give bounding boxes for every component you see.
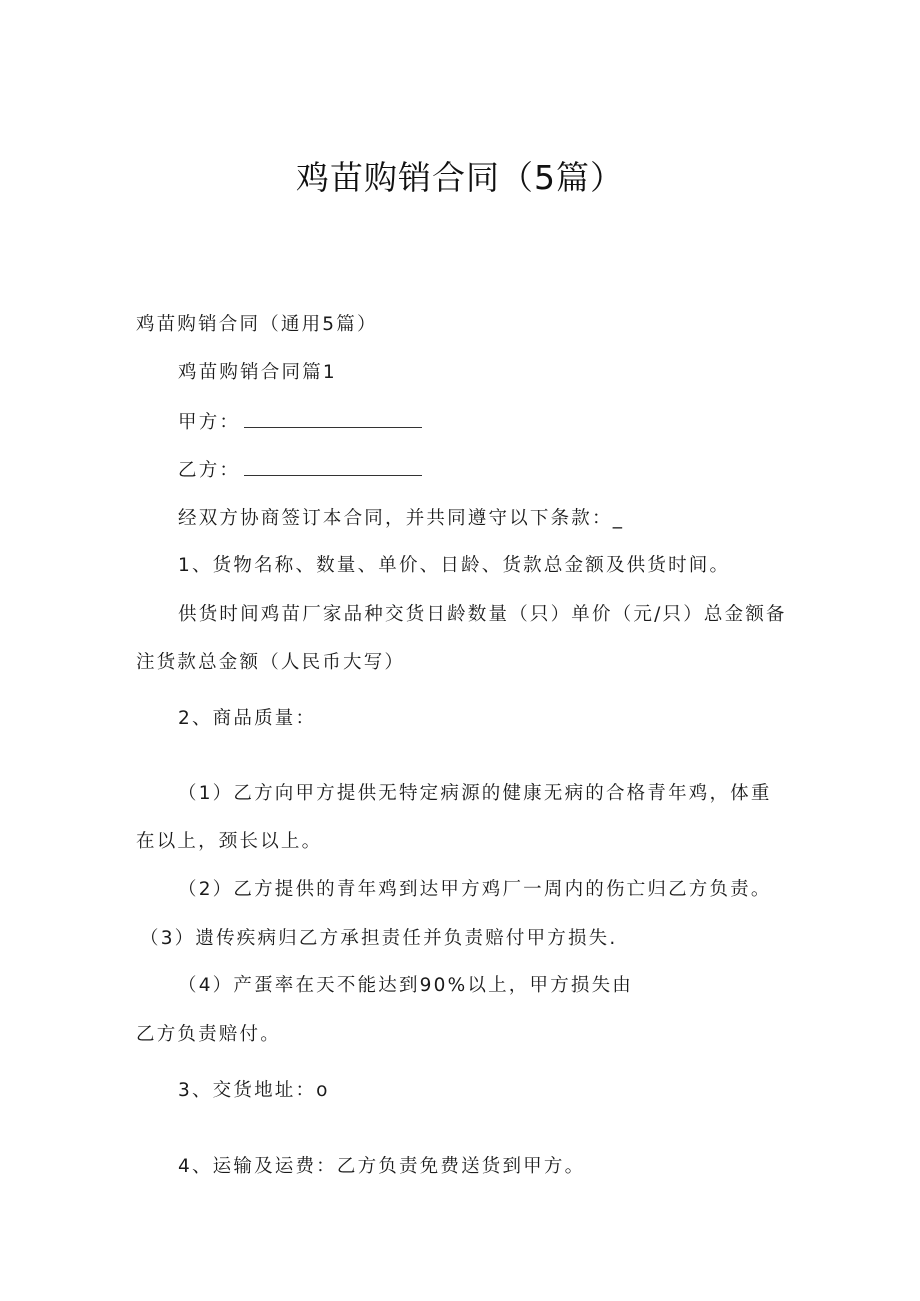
party-b-label: 乙方： bbox=[178, 460, 241, 481]
clause-4: 4、运输及运费：乙方负责免费送货到甲方。 bbox=[178, 1156, 586, 1177]
quality-item-2: （2）乙方提供的青年鸡到达甲方鸡厂一周内的伤亡归乙方负责。 bbox=[178, 879, 772, 900]
quality-item-4-line-2: 乙方负责赔付。 bbox=[136, 1024, 281, 1045]
table-header-line-1: 供货时间鸡苗厂家品种交货日龄数量（只）单价（元/只）总金额备 bbox=[178, 604, 787, 625]
quality-item-1-line-1: （1）乙方向甲方提供无特定病源的健康无病的合格青年鸡，体重 bbox=[178, 783, 772, 804]
quality-item-3: （3）遗传疾病归乙方承担责任并负责赔付甲方损失. bbox=[140, 928, 618, 949]
party-a-line bbox=[178, 408, 422, 434]
document-subtitle: 鸡苗购销合同（通用5篇） bbox=[136, 314, 378, 335]
table-header-line-2: 注货款总金额（人民币大写） bbox=[136, 652, 406, 673]
document-title: 鸡苗购销合同（5篇） bbox=[296, 158, 624, 197]
clause-3: 3、交货地址：o bbox=[178, 1080, 330, 1101]
intro-paragraph: 经双方协商签订本合同，并共同遵守以下条款：_ bbox=[178, 508, 625, 529]
party-b-line bbox=[178, 456, 422, 482]
section-heading: 鸡苗购销合同篇1 bbox=[178, 362, 337, 383]
party-a-blank bbox=[244, 409, 422, 428]
clause-1: 1、货物名称、数量、单价、日龄、货款总金额及供货时间。 bbox=[178, 555, 731, 576]
party-b-blank bbox=[244, 457, 422, 476]
quality-item-4-line-1: （4）产蛋率在天不能达到90%以上，甲方损失由 bbox=[178, 975, 633, 996]
quality-item-1-line-2: 在以上，颈长以上。 bbox=[136, 831, 323, 852]
party-a-label: 甲方： bbox=[178, 412, 241, 433]
clause-2: 2、商品质量： bbox=[178, 708, 317, 729]
